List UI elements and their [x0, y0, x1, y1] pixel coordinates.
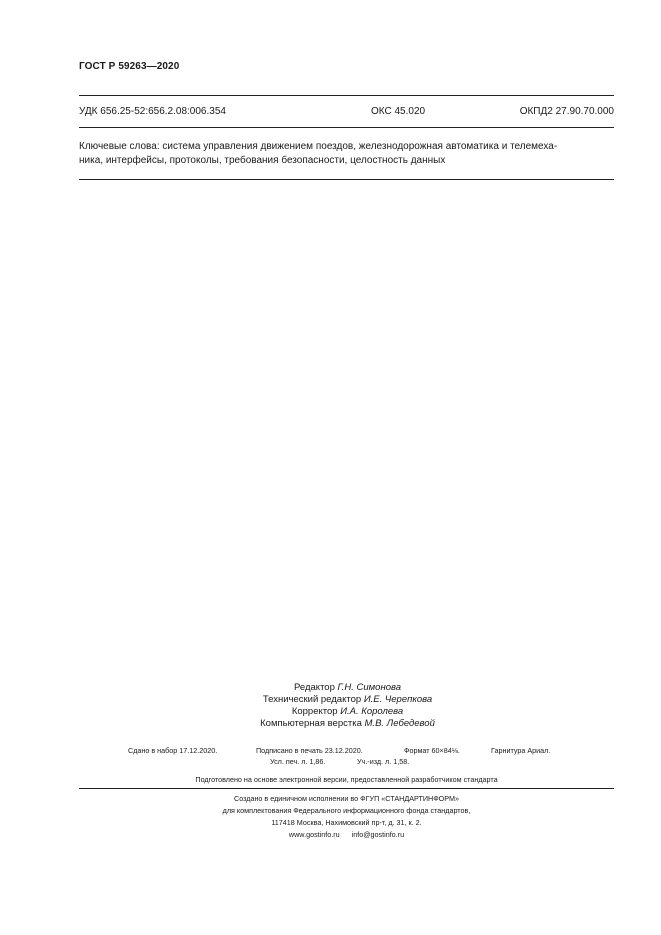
footer-line-1: Создано в единичном исполнении во ФГУП «СТАНДАРТИНФОРМ»	[234, 794, 459, 803]
pub-signed: Подписано в печать 23.12.2020.	[256, 746, 363, 755]
staff-role: Технический редактор	[262, 694, 362, 705]
staff-name: М.В. Лебедевой	[364, 718, 435, 729]
prepared-note: Подготовлено на основе электронной версии, предоставленной разработчиком стандарта	[195, 775, 498, 784]
okpd-code: ОКПД2 27.90.70.000	[519, 106, 614, 117]
top-divider	[79, 95, 614, 96]
footer-divider	[79, 788, 614, 789]
pub-publisher-sheets: Уч.-изд. л. 1,58.	[357, 757, 410, 766]
staff-role: Редактор	[293, 682, 335, 693]
staff-name: И.А. Королева	[340, 706, 404, 717]
staff-role: Корректор	[291, 706, 338, 717]
email-link[interactable]: info@gostinfo.ru	[351, 830, 405, 839]
staff-editor	[180, 682, 515, 693]
website-link[interactable]: www.gostinfo.ru	[288, 830, 340, 839]
classification-divider	[79, 127, 614, 128]
staff-proofreader	[180, 706, 515, 717]
pub-typeface: Гарнитура Ариал.	[491, 746, 551, 755]
oks-code: ОКС 45.020	[371, 106, 426, 117]
pub-submitted: Сдано в набор 17.12.2020.	[128, 746, 218, 755]
keywords-divider	[79, 179, 614, 180]
udk-code: УДК 656.25-52:656.2.08:006.354	[79, 106, 226, 117]
staff-role: Компьютерная верстка	[260, 718, 362, 729]
footer-line-2: для комплектования Федерального информационного фонда стандартов,	[222, 806, 471, 815]
footer-address: 117418 Москва, Нахимовский пр-т, д. 31, к. 2.	[271, 818, 422, 827]
keywords	[79, 140, 614, 167]
pub-print-sheets: Усл. печ. л. 1,86.	[270, 757, 326, 766]
staff-name: И.Е. Черепкова	[363, 694, 433, 705]
footer-contacts	[79, 830, 614, 839]
pub-format: Формат 60×84⅛.	[404, 746, 460, 755]
keywords-line-1: Ключевые слова: система управления движением поездов, железнодорожная автоматика и телемеха-	[79, 141, 558, 152]
staff-name: Г.Н. Симонова	[337, 682, 402, 693]
staff-layout	[180, 718, 515, 729]
staff-tech-editor	[180, 694, 515, 705]
keywords-line-2: ника, интерфейсы, протоколы, требования безопасности, целостность данных	[79, 154, 446, 166]
standard-number: ГОСТ Р 59263—2020	[79, 61, 180, 72]
